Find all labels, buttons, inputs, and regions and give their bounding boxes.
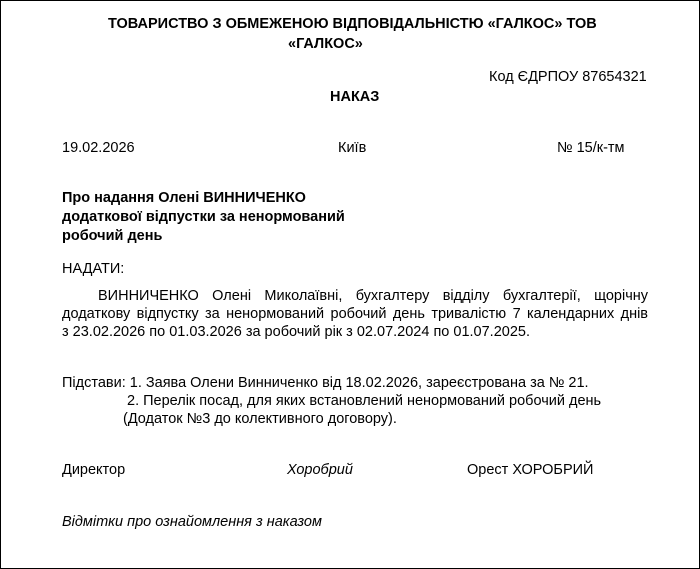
acknowledgement-note: Відмітки про ознайомлення з наказом [62, 514, 322, 530]
signatory-position: Директор [62, 462, 126, 478]
company-name-line2: «ГАЛКОС» [288, 36, 363, 52]
document-date: 19.02.2026 [62, 140, 135, 156]
document-number: № 15/к-тм [557, 140, 625, 156]
signature: Хоробрий [287, 462, 353, 478]
order-body-line-1: ВИННИЧЕНКО Олені Миколаївні, бухгалтеру відділу бухгалтерії, щорічну [98, 288, 648, 304]
subject-line-2: додаткової відпустки за ненормований [62, 209, 345, 225]
subject-line-1: Про надання Олені ВИННИЧЕНКО [62, 190, 306, 206]
order-verb: НАДАТИ: [62, 261, 125, 277]
grounds-line-2: 2. Перелік посад, для яких встановлений ненормований робочий день [127, 393, 602, 409]
document-type-title: НАКАЗ [330, 89, 380, 105]
company-name-line1: ТОВАРИСТВО З ОБМЕЖЕНОЮ ВІДПОВІДАЛЬНІСТЮ «ГАЛКОС» ТОВ [108, 16, 597, 32]
signatory-name: Орест ХОРОБРИЙ [467, 462, 594, 478]
order-body-line-2: додаткову відпустку за ненормований робочий день тривалістю 7 календарних днів [62, 306, 648, 322]
subject-line-3: робочий день [62, 228, 163, 244]
document-city: Київ [338, 140, 367, 156]
order-body-line-3: з 23.02.2026 по 01.03.2026 за робочий рік з 02.07.2024 по 01.07.2025. [62, 324, 531, 340]
grounds-line-1: Підстави: 1. Заява Олени Винниченко від 18.02.2026, зареєстрована за № 21. [62, 375, 589, 391]
grounds-line-3: (Додаток №3 до колективного договору). [123, 411, 397, 427]
edrpou-code: Код ЄДРПОУ 87654321 [489, 69, 647, 85]
